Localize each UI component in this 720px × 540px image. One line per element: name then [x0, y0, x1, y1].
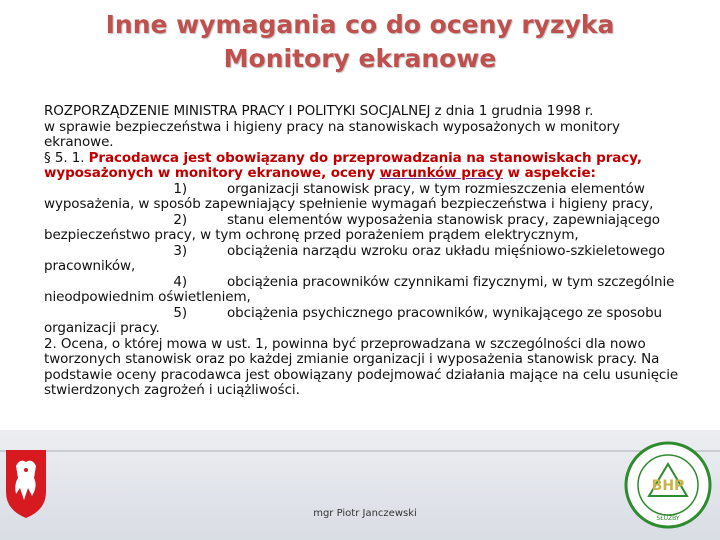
footer-band — [0, 430, 720, 540]
coat-of-arms-icon — [4, 448, 48, 520]
section-text-1: Pracodawca jest obowiązany do przeprowadzania na stanowiskach pracy, wyposażonych w monitory ekranowe, oceny — [44, 149, 642, 181]
author-credit: mgr Piotr Janczewski — [313, 508, 417, 519]
paragraph-2: 2. Ocena, o której mowa w ust. 1, powinna być przeprowadzana w szczególności dla nowo tworzonych stanowisk oraz po każdej zmianie organizacji i wyposażenia stanowisk pracy. Na podstawie oceny pracodawca jest obowiązany podejmować działania mające na celu usunięcie stwierdzonych zagrożeń i uciążliwości. — [44, 335, 679, 398]
section-number: § 5. 1. — [44, 149, 89, 166]
slide-title — [0, 8, 720, 76]
item-number: 1) — [173, 180, 187, 197]
list-item — [44, 244, 684, 275]
section-paragraph — [44, 151, 684, 182]
regulation-title: ROZPORZĄDZENIE MINISTRA PRACY I POLITYKI SOCJALNEJ z dnia 1 grudnia 1998 r. — [44, 103, 594, 119]
list-item — [44, 306, 684, 337]
item-text: obciążenia psychicznego pracowników, wynikającego ze sposobu organizacji pracy. — [44, 304, 663, 336]
regulation-subject: w sprawie bezpieczeństwa i higieny pracy na stanowiskach wyposażonych w monitory ekranowe. — [44, 118, 620, 150]
item-text: stanu elementów wyposażenia stanowisk pracy, zapewniającego bezpieczeństwo pracy, w tym ochronę przed porażeniem prądem elektrycznym, — [44, 211, 660, 243]
slide-content — [44, 104, 684, 399]
item-number: 5) — [173, 304, 187, 321]
title-line-2: Monitory ekranowe — [223, 44, 497, 73]
item-text: obciążenia narządu wzroku oraz układu mięśniowo-szkieletowego pracowników, — [44, 242, 665, 274]
footer-band-line — [0, 450, 720, 452]
working-conditions-link[interactable]: warunków pracy — [379, 165, 503, 181]
list-item — [44, 213, 684, 244]
title-line-1: Inne wymagania co do oceny ryzyka — [105, 10, 615, 39]
item-number: 4) — [173, 273, 187, 290]
logo-ring-text: SŁUŻBY — [656, 515, 680, 522]
list-item — [44, 182, 684, 213]
section-text-2: w aspekcie: — [503, 165, 596, 181]
bhp-logo-icon — [623, 440, 713, 530]
item-text: organizacji stanowisk pracy, w tym rozmieszczenia elementów wyposażenia, w sposób zapewniający spełnienie wymagań bezpieczeństwa i higieny pracy, — [44, 180, 654, 212]
item-number: 3) — [173, 242, 187, 259]
item-text: obciążenia pracowników czynnikami fizycznymi, w tym szczególnie nieodpowiednim oświetleniem, — [44, 273, 675, 305]
item-number: 2) — [173, 211, 187, 228]
logo-text: BHP — [651, 478, 685, 494]
list-item — [44, 275, 684, 306]
